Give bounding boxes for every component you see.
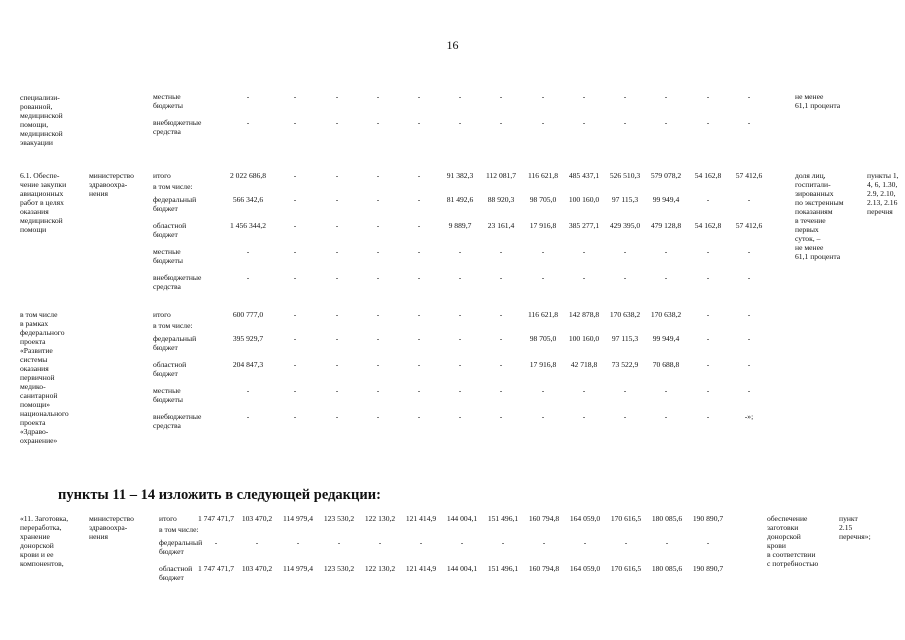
funding-source-label: в том числе:	[159, 525, 199, 534]
value-cell: -	[747, 386, 751, 395]
value-cell: -	[335, 247, 339, 256]
value-cell: -	[335, 195, 339, 204]
funding-source-label: областной бюджет	[159, 564, 193, 582]
value-cell: -	[417, 92, 421, 101]
col-indicator: доля лиц, госпитали- зированных по экстренным показаниям в течение первых суток, – не менее 61,1 процента	[795, 171, 844, 261]
value-cell: 566 342,6	[232, 195, 264, 204]
value-cell: -	[747, 334, 751, 343]
value-cell: -	[335, 171, 339, 180]
value-cell: 116 621,8	[527, 310, 559, 319]
value-cell: 190 890,7	[692, 564, 724, 573]
value-cell: 123 530,2	[323, 514, 355, 523]
value-cell: -	[458, 118, 462, 127]
value-cell: -	[376, 171, 380, 180]
value-cell: 2 022 686,8	[229, 171, 267, 180]
value-cell: -	[246, 92, 250, 101]
value-cell: 180 085,6	[651, 514, 683, 523]
value-cell: 17 916,8	[529, 360, 557, 369]
value-cell: -	[706, 247, 710, 256]
value-cell: 57 412,6	[735, 221, 763, 230]
value-cell: 121 414,9	[405, 564, 437, 573]
value-cell: 395 929,7	[232, 334, 264, 343]
funding-source-label: местные бюджеты	[153, 386, 183, 404]
value-cell: -	[706, 310, 710, 319]
value-cell: -	[293, 412, 297, 421]
funding-source-label: внебюджетные средства	[153, 412, 202, 430]
value-cell: -	[417, 360, 421, 369]
value-cell: -	[417, 412, 421, 421]
col-responsible: министерство здравоохра- нения	[89, 514, 134, 541]
value-cell: -	[747, 310, 751, 319]
value-cell: 112 081,7	[485, 171, 517, 180]
value-cell: -	[458, 92, 462, 101]
value-cell: -	[706, 334, 710, 343]
value-cell: -	[499, 360, 503, 369]
value-cell: 190 890,7	[692, 514, 724, 523]
value-cell: 98 705,0	[529, 334, 557, 343]
value-cell: 160 794,8	[528, 514, 560, 523]
value-cell: -	[376, 118, 380, 127]
value-cell: -	[664, 247, 668, 256]
value-cell: 42 718,8	[570, 360, 598, 369]
value-cell: 99 949,4	[652, 334, 680, 343]
value-cell: 1 747 471,7	[197, 514, 235, 523]
value-cell: -	[623, 386, 627, 395]
value-cell: -	[664, 273, 668, 282]
funding-source-label: областной бюджет	[153, 221, 187, 239]
value-cell: -	[665, 538, 669, 547]
value-cell: 164 059,0	[569, 514, 601, 523]
value-cell: -	[499, 273, 503, 282]
col-measure-name: «11. Заготовка, переработка, хранение донорской крови и ее компонентов,	[20, 514, 69, 568]
value-cell: -	[293, 118, 297, 127]
funding-source-label: областной бюджет	[153, 360, 187, 378]
value-cell: 1 456 344,2	[229, 221, 267, 230]
value-cell: -	[747, 360, 751, 369]
value-cell: 170 638,2	[650, 310, 682, 319]
value-cell: -	[293, 171, 297, 180]
value-cell: -	[376, 360, 380, 369]
value-cell: 385 277,1	[568, 221, 600, 230]
value-cell: -	[417, 247, 421, 256]
value-cell: 164 059,0	[569, 564, 601, 573]
funding-source-label: федеральный бюджет	[159, 538, 203, 556]
page-number: 16	[446, 38, 459, 52]
value-cell: -	[747, 92, 751, 101]
col-measure-name: 6.1. Обеспе- чение закупки авиационных работ в целях оказания медицинской помощи	[20, 171, 67, 234]
value-cell: 142 878,8	[568, 310, 600, 319]
value-cell: 99 949,4	[652, 195, 680, 204]
value-cell: -	[335, 310, 339, 319]
value-cell: -	[335, 334, 339, 343]
value-cell: -	[293, 386, 297, 395]
value-cell: 100 160,0	[568, 334, 600, 343]
funding-source-label: местные бюджеты	[153, 247, 183, 265]
value-cell: -	[582, 92, 586, 101]
value-cell: -	[458, 273, 462, 282]
col-measure-name: в том числе в рамках федерального проекта «Развитие системы оказания первичной медико- санитарной помощи» национального проекта «Здраво- охранение»	[20, 310, 69, 445]
value-cell: -	[417, 310, 421, 319]
value-cell: -	[499, 412, 503, 421]
funding-source-label: в том числе:	[153, 321, 193, 330]
value-cell: -	[246, 247, 250, 256]
value-cell: -	[583, 538, 587, 547]
value-cell: -	[747, 273, 751, 282]
value-cell: -	[747, 118, 751, 127]
value-cell: -	[417, 171, 421, 180]
value-cell: 17 916,8	[529, 221, 557, 230]
value-cell: 429 395,0	[609, 221, 641, 230]
value-cell: -	[460, 538, 464, 547]
value-cell: -	[706, 118, 710, 127]
table-row	[159, 564, 899, 594]
funding-source-label: внебюджетные средства	[153, 118, 202, 136]
value-cell: -	[376, 247, 380, 256]
value-cell: -	[214, 538, 218, 547]
value-cell: -	[623, 273, 627, 282]
col-indicator: обеспечение заготовки донорской крови в соответствии с потребностью	[767, 514, 819, 568]
col-measure-name: специализи- рованной, медицинской помощи, медицинской эвакуации	[20, 93, 63, 147]
value-cell: 116 621,8	[527, 171, 559, 180]
value-cell: -	[376, 412, 380, 421]
value-cell: -	[706, 386, 710, 395]
value-cell: -	[623, 92, 627, 101]
value-cell: 144 004,1	[446, 564, 478, 573]
table-row	[153, 412, 893, 442]
value-cell: -	[541, 386, 545, 395]
funding-source-label: федеральный бюджет	[153, 195, 197, 213]
value-cell: -	[541, 247, 545, 256]
value-cell: 81 492,6	[446, 195, 474, 204]
value-cell: -	[419, 538, 423, 547]
value-cell: 54 162,8	[694, 171, 722, 180]
value-cell: 123 530,2	[323, 564, 355, 573]
value-cell: 121 414,9	[405, 514, 437, 523]
section-heading: пункты 11 – 14 изложить в следующей редакции:	[58, 487, 381, 503]
value-cell: -	[246, 118, 250, 127]
value-cell: -	[624, 538, 628, 547]
value-cell: 204 847,3	[232, 360, 264, 369]
value-cell: 122 130,2	[364, 564, 396, 573]
table-row	[153, 273, 893, 303]
value-cell: -	[335, 273, 339, 282]
value-cell: -	[376, 310, 380, 319]
value-cell: 103 470,2	[241, 564, 273, 573]
value-cell: -	[335, 118, 339, 127]
value-cell: -	[541, 92, 545, 101]
value-cell: 97 115,3	[611, 334, 639, 343]
value-cell: 479 128,8	[650, 221, 682, 230]
value-cell: -	[458, 247, 462, 256]
value-cell: 151 496,1	[487, 514, 519, 523]
value-cell: -	[293, 247, 297, 256]
value-cell: -	[335, 92, 339, 101]
value-cell: -	[417, 195, 421, 204]
value-cell: -	[417, 118, 421, 127]
value-cell: -	[458, 334, 462, 343]
value-cell: 170 616,5	[610, 514, 642, 523]
funding-source-label: итого	[159, 514, 177, 523]
value-cell: -	[499, 334, 503, 343]
value-cell: 9 889,7	[448, 221, 472, 230]
funding-source-label: местные бюджеты	[153, 92, 183, 110]
value-cell: -	[582, 412, 586, 421]
funding-source-label: в том числе:	[153, 182, 193, 191]
value-cell: -	[664, 412, 668, 421]
value-cell: -	[499, 247, 503, 256]
value-cell: 114 979,4	[282, 564, 314, 573]
table-row	[153, 118, 893, 148]
value-cell: 170 616,5	[610, 564, 642, 573]
value-cell: -	[664, 118, 668, 127]
value-cell: 114 979,4	[282, 514, 314, 523]
value-cell: 23 161,4	[487, 221, 515, 230]
value-cell: -	[501, 538, 505, 547]
value-cell: 579 078,2	[650, 171, 682, 180]
funding-source-label: федеральный бюджет	[153, 334, 197, 352]
value-cell: -	[417, 334, 421, 343]
value-cell: -	[246, 386, 250, 395]
value-cell: -	[335, 221, 339, 230]
value-cell: -	[293, 92, 297, 101]
value-cell: -	[706, 92, 710, 101]
value-cell: 526 510,3	[609, 171, 641, 180]
value-cell: -	[293, 221, 297, 230]
value-cell: 600 777,0	[232, 310, 264, 319]
value-cell: -	[376, 386, 380, 395]
value-cell: -	[499, 118, 503, 127]
value-cell: -	[335, 412, 339, 421]
value-cell: 144 004,1	[446, 514, 478, 523]
value-cell: 54 162,8	[694, 221, 722, 230]
value-cell: -	[706, 412, 710, 421]
value-cell: -	[747, 195, 751, 204]
col-indicator: не менее 61,1 процента	[795, 92, 841, 110]
value-cell: -	[582, 273, 586, 282]
value-cell: -	[376, 195, 380, 204]
value-cell: -	[623, 118, 627, 127]
value-cell: -	[542, 538, 546, 547]
value-cell: -	[747, 247, 751, 256]
value-cell: -	[293, 195, 297, 204]
value-cell: -	[623, 412, 627, 421]
value-cell: -	[582, 118, 586, 127]
value-cell: -	[458, 360, 462, 369]
value-cell: 70 688,8	[652, 360, 680, 369]
value-cell: -	[246, 273, 250, 282]
value-cell: -	[376, 273, 380, 282]
value-cell: -	[541, 118, 545, 127]
value-cell: -	[293, 310, 297, 319]
value-cell: 1 747 471,7	[197, 564, 235, 573]
value-cell: -	[417, 273, 421, 282]
col-reference: пункт 2.15 перечня»;	[839, 514, 871, 541]
value-cell: -	[293, 273, 297, 282]
value-cell: 98 705,0	[529, 195, 557, 204]
col-responsible: министерство здравоохра- нения	[89, 171, 134, 198]
value-cell: -	[623, 247, 627, 256]
value-cell: -	[246, 412, 250, 421]
value-cell: -	[499, 310, 503, 319]
value-cell: 151 496,1	[487, 564, 519, 573]
funding-source-label: внебюджетные средства	[153, 273, 202, 291]
value-cell: -	[458, 310, 462, 319]
value-cell: -	[293, 334, 297, 343]
value-cell: -	[417, 221, 421, 230]
value-cell: -	[335, 386, 339, 395]
value-cell: -	[541, 273, 545, 282]
value-cell: -	[664, 386, 668, 395]
value-cell: 97 115,3	[611, 195, 639, 204]
value-cell: -	[582, 386, 586, 395]
value-cell: 91 382,3	[446, 171, 474, 180]
value-cell: -	[376, 92, 380, 101]
value-cell: -	[293, 360, 297, 369]
value-cell: 88 920,3	[487, 195, 515, 204]
value-cell: 170 638,2	[609, 310, 641, 319]
value-cell: 73 522,9	[611, 360, 639, 369]
value-cell: -»;	[744, 412, 754, 421]
col-reference: пункты 1, 4, 6, 1.30, 2.9, 2.10, 2.13, 2.16 перечня	[867, 171, 899, 216]
value-cell: 57 412,6	[735, 171, 763, 180]
value-cell: -	[417, 386, 421, 395]
value-cell: 100 160,0	[568, 195, 600, 204]
value-cell: -	[706, 538, 710, 547]
value-cell: -	[337, 538, 341, 547]
funding-source-label: итого	[153, 310, 171, 319]
value-cell: 180 085,6	[651, 564, 683, 573]
value-cell: 122 130,2	[364, 514, 396, 523]
value-cell: -	[664, 92, 668, 101]
value-cell: 103 470,2	[241, 514, 273, 523]
value-cell: -	[335, 360, 339, 369]
value-cell: -	[376, 334, 380, 343]
funding-source-label: итого	[153, 171, 171, 180]
value-cell: -	[378, 538, 382, 547]
value-cell: -	[458, 386, 462, 395]
value-cell: 160 794,8	[528, 564, 560, 573]
value-cell: -	[499, 92, 503, 101]
value-cell: -	[296, 538, 300, 547]
value-cell: -	[706, 360, 710, 369]
value-cell: -	[706, 273, 710, 282]
value-cell: -	[706, 195, 710, 204]
value-cell: -	[541, 412, 545, 421]
value-cell: 485 437,1	[568, 171, 600, 180]
value-cell: -	[255, 538, 259, 547]
value-cell: -	[499, 386, 503, 395]
value-cell: -	[458, 412, 462, 421]
value-cell: -	[376, 221, 380, 230]
value-cell: -	[582, 247, 586, 256]
